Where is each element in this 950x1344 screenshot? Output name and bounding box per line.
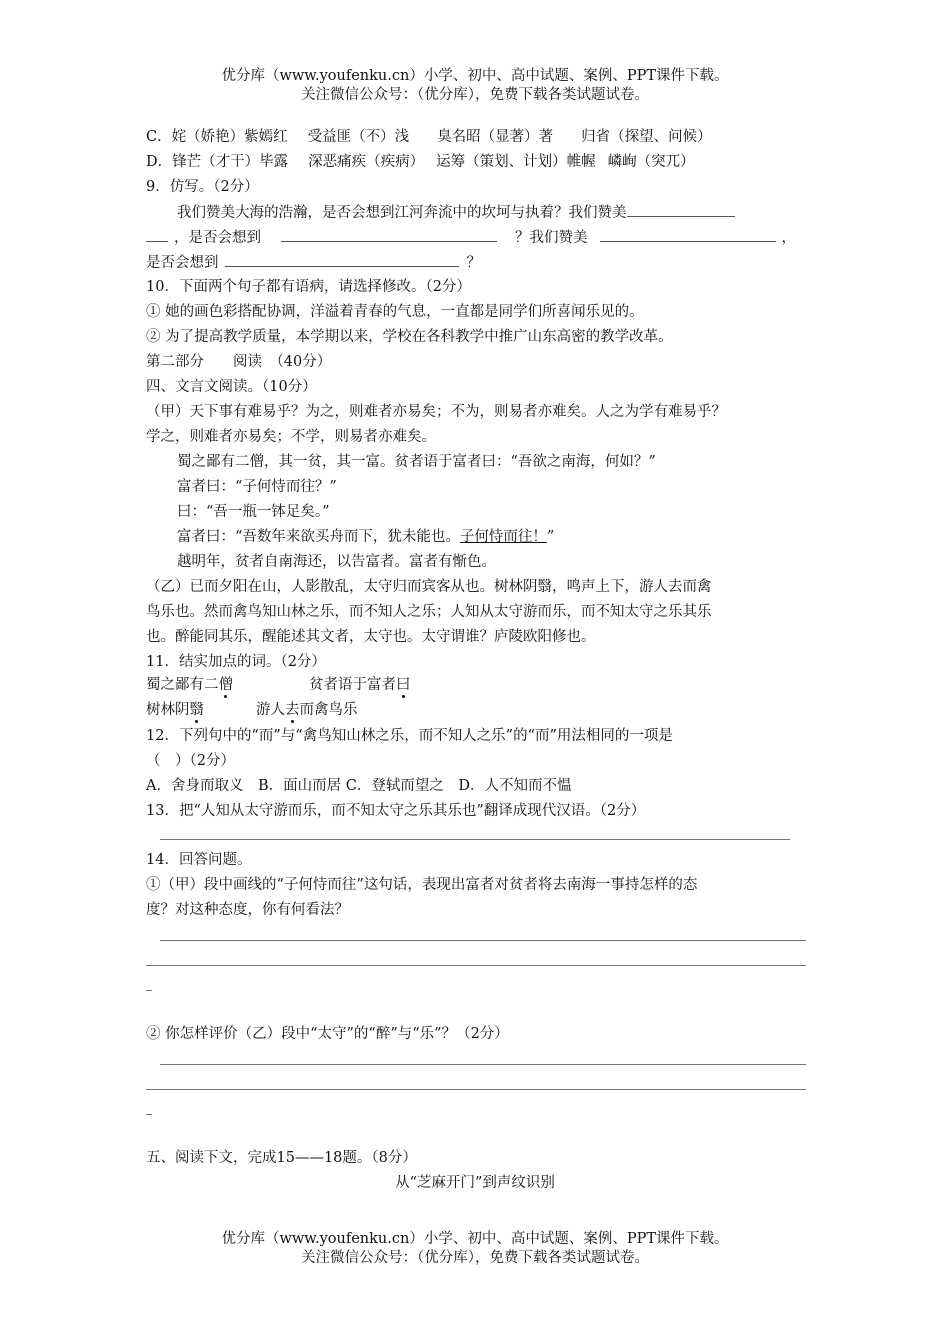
q8-d-item-4: 嶙峋（突兀） — [607, 154, 695, 170]
q9-blank-1-cont[interactable] — [146, 227, 168, 242]
q11-row-2 — [146, 700, 358, 720]
passage-jia-line-4: 富者曰：“子何恃而往？” — [177, 479, 337, 495]
q10-sentence-2: ② 为了提高教学质量，本学期以来，学校在各科教学中推广山东高密的教学改革。 — [146, 329, 673, 345]
q9-line-2 — [146, 227, 796, 248]
q14-part-1-line-2: 度？对这种态度，你有何看法？ — [146, 902, 349, 918]
q14-2-answer-line-3[interactable] — [146, 1114, 152, 1115]
passage-yi-line-3: 也。醉能同其乐，醒能述其文者，太守也。太守谓谁？庐陵欧阳修也。 — [146, 629, 596, 645]
q12-paren: （ ）（2分） — [146, 753, 235, 769]
q9-title: 9．仿写。（2分） — [146, 179, 259, 195]
q14-1-answer-line-3[interactable] — [146, 990, 152, 991]
q11-word-3-text: 树林阴 — [146, 702, 190, 718]
passage-jia-line-5: 曰：“吾一瓶一钵足矣。” — [177, 504, 330, 520]
q14-part-2: ② 你怎样评价（乙）段中“太守”的“醉”与“乐”？（2分） — [146, 1026, 509, 1042]
q11-word-4-text: 游人 — [256, 702, 285, 718]
q9-text-3a: 是否会想到 — [146, 255, 219, 271]
section-5-title: 五、阅读下文，完成15——18题。（8分） — [146, 1150, 417, 1166]
passage-jia-line-6 — [177, 527, 554, 547]
q14-part-1-line-1: ①（甲）段中画线的“子何恃而往”这句话，表现出富者对贫者将去南海一事持怎样的态 — [146, 877, 698, 893]
q8-c-item-1: C．姹（娇艳）紫嫣红 — [146, 129, 288, 145]
q14-2-answer-line-1[interactable] — [160, 1064, 806, 1065]
section-4-title: 四、文言文阅读。（10分） — [146, 379, 317, 395]
q11-word-1-dotted: 僧 — [218, 677, 233, 693]
q11-word-4-rest: 而禽鸟乐 — [299, 702, 358, 718]
q8-d-item-2: 深恶痛疾（疾病） — [308, 154, 425, 170]
footer-line-2: 关注微信公众号：（优分库），免费下载各类试题试卷。 — [301, 1250, 649, 1266]
q9-text-2a: ，是否会想到 — [174, 230, 261, 246]
q14-1-answer-line-1[interactable] — [160, 940, 806, 941]
jia-6-quote: ” — [546, 529, 555, 545]
header-line-2: 关注微信公众号：（优分库），免费下载各类试题试卷。 — [301, 87, 649, 103]
q10-sentence-1: ① 她的画色彩搭配协调，洋溢着青春的气息，一直都是同学们所喜闻乐见的。 — [146, 304, 644, 320]
header-line-1: 优分库（www.youfenku.cn）小学、初中、高中试题、案例、PPT课件下载。 — [221, 68, 729, 84]
q13-title: 13．把“人知从太守游而乐，而不知太守之乐其乐也”翻译成现代汉语。（2分） — [146, 803, 646, 819]
q9-line-1 — [177, 202, 735, 223]
q9-blank-3[interactable] — [600, 227, 776, 242]
q11-word-2-text: 贫者语于富者 — [309, 677, 396, 693]
q9-blank-1[interactable] — [627, 202, 735, 217]
part-2-heading: 第二部分 阅读 （40分） — [146, 354, 332, 370]
q8-option-d — [146, 152, 695, 172]
q14-1-answer-line-2[interactable] — [146, 965, 806, 966]
q11-word-4-dotted: 去 — [285, 702, 300, 718]
q12-title: 12．下列句中的“而”与“禽鸟知山林之乐，而不知人之乐”的“而”用法相同的一项是 — [146, 728, 673, 744]
q9-blank-2[interactable] — [281, 227, 497, 242]
q11-title: 11．结实加点的词。（2分） — [146, 654, 326, 670]
passage-jia-line-2: 学之，则难者亦易矣；不学，则易者亦难矣。 — [146, 429, 436, 445]
passage-jia-line-7: 越明年，贫者自南海还，以告富者。富者有惭色。 — [177, 554, 496, 570]
q9-text-1: 我们赞美大海的浩瀚，是否会想到江河奔流中的坎坷与执着？我们赞美 — [177, 205, 627, 221]
q11-word-1-text: 蜀之鄙有二 — [146, 677, 219, 693]
q8-d-item-1: D．锋芒（才干）毕露 — [146, 154, 289, 170]
q8-c-item-4: 归省（探望、问候） — [581, 129, 712, 145]
q8-c-item-3: 臭名昭（显著）著 — [437, 129, 554, 145]
jia-6-text: 富者曰：“吾数年来欲买舟而下，犹未能也。 — [177, 529, 460, 545]
q8-option-c — [146, 127, 712, 147]
q9-text-2c: ， — [781, 230, 796, 246]
q9-text-2b: ？我们赞美 — [515, 230, 588, 246]
q8-d-item-3: 运筹（策划、计划）帷幄 — [436, 154, 596, 170]
q10-title: 10．下面两个句子都有语病，请选择修改。（2分） — [146, 279, 471, 295]
q9-text-3b: ？ — [466, 255, 481, 271]
q14-title: 14．回答问题。 — [146, 852, 252, 868]
q12-options: A．舍身而取义 B．面山而居 C．登轼而望之 D．人不知而不愠 — [146, 778, 572, 794]
footer-line-1: 优分库（www.youfenku.cn）小学、初中、高中试题、案例、PPT课件下载。 — [221, 1231, 729, 1247]
q11-row-1 — [146, 675, 411, 695]
q14-2-answer-line-2[interactable] — [146, 1089, 806, 1090]
q13-answer-line[interactable] — [160, 839, 790, 840]
q9-line-3 — [146, 252, 481, 273]
q11-word-3-dotted: 翳 — [189, 702, 204, 718]
article-title: 从“芝麻开门”到声纹识别 — [395, 1175, 555, 1191]
q8-c-item-2: 受益匪（不）浅 — [307, 129, 410, 145]
q11-word-2-dotted: 曰 — [396, 677, 411, 693]
q9-blank-4[interactable] — [225, 252, 459, 267]
passage-yi-line-1: （乙）已而夕阳在山，人影散乱，太守归而宾客从也。树林阴翳，鸣声上下，游人去而禽 — [146, 579, 712, 595]
passage-jia-line-3: 蜀之鄙有二僧，其一贫，其一富。贫者语于富者曰：“吾欲之南海，何如？” — [177, 454, 656, 470]
underlined-phrase: 子何恃而往！ — [459, 529, 547, 545]
passage-jia-line-1: （甲）天下事有难易乎？为之，则难者亦易矣；不为，则易者亦难矣。人之为学有难易乎？ — [146, 404, 726, 420]
passage-yi-line-2: 鸟乐也。然而禽鸟知山林之乐，而不知人之乐；人知从太守游而乐，而不知太守之乐其乐 — [146, 604, 712, 620]
